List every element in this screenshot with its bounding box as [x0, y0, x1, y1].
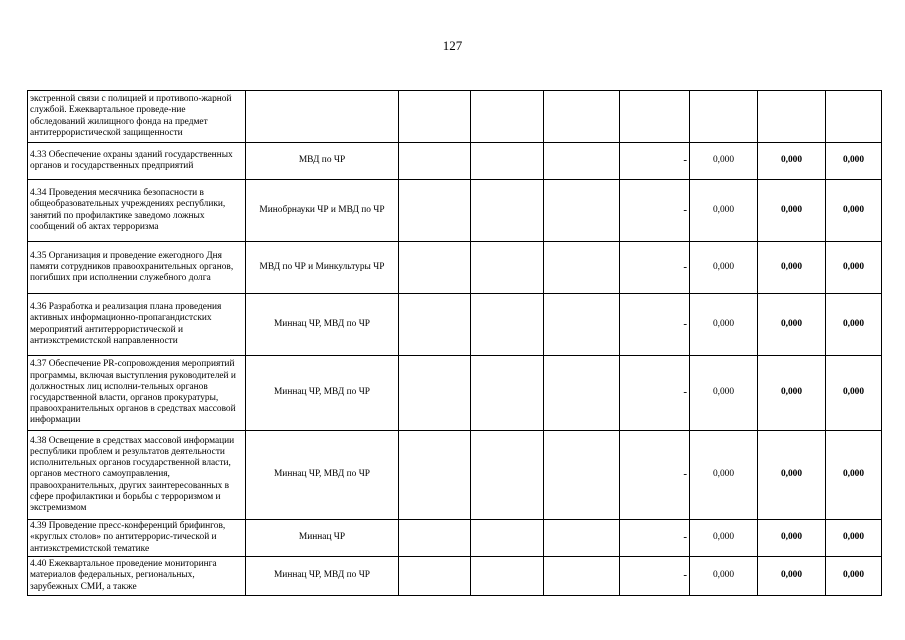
value-cell: 0,000	[758, 520, 826, 557]
value-cell: 0,000	[826, 557, 882, 596]
value-cell: 0,000	[826, 143, 882, 180]
value-cell: 0,000	[758, 180, 826, 242]
value-cell: 0,000	[690, 180, 758, 242]
value-cell: 0,000	[826, 356, 882, 431]
measure-description: 4.33 Обеспечение охраны зданий государственных органов и государственных предприятий	[28, 143, 246, 180]
value-cell	[826, 91, 882, 143]
empty-cell	[544, 143, 620, 180]
value-cell: 0,000	[826, 180, 882, 242]
measure-description: 4.34 Проведения месячника безопасности в общеобразовательных учреждениях республики, занятий по профилактике заведомо ложных сообщений об актах терроризма	[28, 180, 246, 242]
dash-cell	[620, 91, 690, 143]
value-cell: 0,000	[758, 557, 826, 596]
empty-cell	[399, 356, 471, 431]
executor-cell: Миннац ЧР, МВД по ЧР	[246, 294, 399, 356]
measure-description: 4.39 Проведение пресс-конференций брифингов, «круглых столов» по антитеррорис-тической и антиэкстремистской тематике	[28, 520, 246, 557]
table-row	[28, 143, 882, 180]
measure-description: 4.36 Разработка и реализация плана проведения активных информационно-пропагандистских мероприятий антитеррористической и антиэкстремистской направленности	[28, 294, 246, 356]
empty-cell	[544, 242, 620, 294]
value-cell: 0,000	[758, 143, 826, 180]
executor-cell	[246, 91, 399, 143]
executor-cell: МВД по ЧР и Минкультуры ЧР	[246, 242, 399, 294]
value-cell: 0,000	[690, 143, 758, 180]
executor-cell: МВД по ЧР	[246, 143, 399, 180]
empty-cell	[471, 180, 544, 242]
empty-cell	[471, 520, 544, 557]
measure-description: 4.37 Обеспечение PR-сопровождения мероприятий программы, включая выступления руководителей и должностных лиц исполни-тельных органов государственной власти, органов прокуратуры, правоохранительных органов в средствах массовой информации	[28, 356, 246, 431]
executor-cell: Миннац ЧР	[246, 520, 399, 557]
dash-cell: -	[620, 294, 690, 356]
empty-cell	[399, 242, 471, 294]
value-cell: 0,000	[826, 294, 882, 356]
empty-cell	[399, 143, 471, 180]
empty-cell	[399, 91, 471, 143]
empty-cell	[471, 356, 544, 431]
table-row	[28, 294, 882, 356]
value-cell: 0,000	[690, 431, 758, 520]
value-cell: 0,000	[758, 431, 826, 520]
value-cell: 0,000	[758, 294, 826, 356]
dash-cell: -	[620, 180, 690, 242]
table-row	[28, 180, 882, 242]
measure-description: экстренной связи с полицией и противопо-жарной службой. Ежеквартальное проведе-ние обследований жилищного фонда на предмет антитеррористической защищенности	[28, 91, 246, 143]
empty-cell	[399, 180, 471, 242]
empty-cell	[544, 356, 620, 431]
value-cell	[690, 91, 758, 143]
value-cell: 0,000	[690, 242, 758, 294]
empty-cell	[544, 294, 620, 356]
table-row	[28, 242, 882, 294]
empty-cell	[544, 91, 620, 143]
empty-cell	[471, 557, 544, 596]
table-row	[28, 91, 882, 143]
dash-cell: -	[620, 143, 690, 180]
empty-cell	[471, 143, 544, 180]
value-cell: 0,000	[826, 242, 882, 294]
empty-cell	[399, 431, 471, 520]
empty-cell	[471, 242, 544, 294]
table-row	[28, 557, 882, 596]
table-row	[28, 431, 882, 520]
table-row	[28, 356, 882, 431]
dash-cell: -	[620, 557, 690, 596]
measure-description: 4.40 Ежеквартальное проведение мониторинга материалов федеральных, региональных, зарубежных СМИ, а также	[28, 557, 246, 596]
empty-cell	[544, 520, 620, 557]
executor-cell: Минобрнауки ЧР и МВД по ЧР	[246, 180, 399, 242]
measure-description: 4.38 Освещение в средствах массовой информации республики проблем и результатов деятельности исполнительных органов государственной власти, органов местного самоуправления, правоохранительных, других заинтересованных в сфере профилактики и борьбы с терроризмом и экстремизмом	[28, 431, 246, 520]
empty-cell	[471, 294, 544, 356]
value-cell: 0,000	[690, 557, 758, 596]
dash-cell: -	[620, 356, 690, 431]
executor-cell: Миннац ЧР, МВД по ЧР	[246, 356, 399, 431]
value-cell: 0,000	[690, 520, 758, 557]
empty-cell	[544, 431, 620, 520]
value-cell: 0,000	[758, 356, 826, 431]
value-cell: 0,000	[690, 356, 758, 431]
value-cell: 0,000	[758, 242, 826, 294]
executor-cell: Миннац ЧР, МВД по ЧР	[246, 431, 399, 520]
dash-cell: -	[620, 242, 690, 294]
table-body	[28, 91, 882, 596]
empty-cell	[544, 557, 620, 596]
empty-cell	[399, 557, 471, 596]
value-cell: 0,000	[690, 294, 758, 356]
dash-cell: -	[620, 431, 690, 520]
value-cell: 0,000	[826, 520, 882, 557]
value-cell: 0,000	[826, 431, 882, 520]
empty-cell	[544, 180, 620, 242]
value-cell	[758, 91, 826, 143]
executor-cell: Миннац ЧР, МВД по ЧР	[246, 557, 399, 596]
program-table	[27, 90, 882, 596]
page-number: 127	[442, 38, 463, 53]
empty-cell	[471, 431, 544, 520]
empty-cell	[399, 294, 471, 356]
empty-cell	[471, 91, 544, 143]
measure-description: 4.35 Организация и проведение ежегодного Дня памяти сотрудников правоохранительных органов, погибших при исполнении служебного долга	[28, 242, 246, 294]
empty-cell	[399, 520, 471, 557]
dash-cell: -	[620, 520, 690, 557]
table-row	[28, 520, 882, 557]
